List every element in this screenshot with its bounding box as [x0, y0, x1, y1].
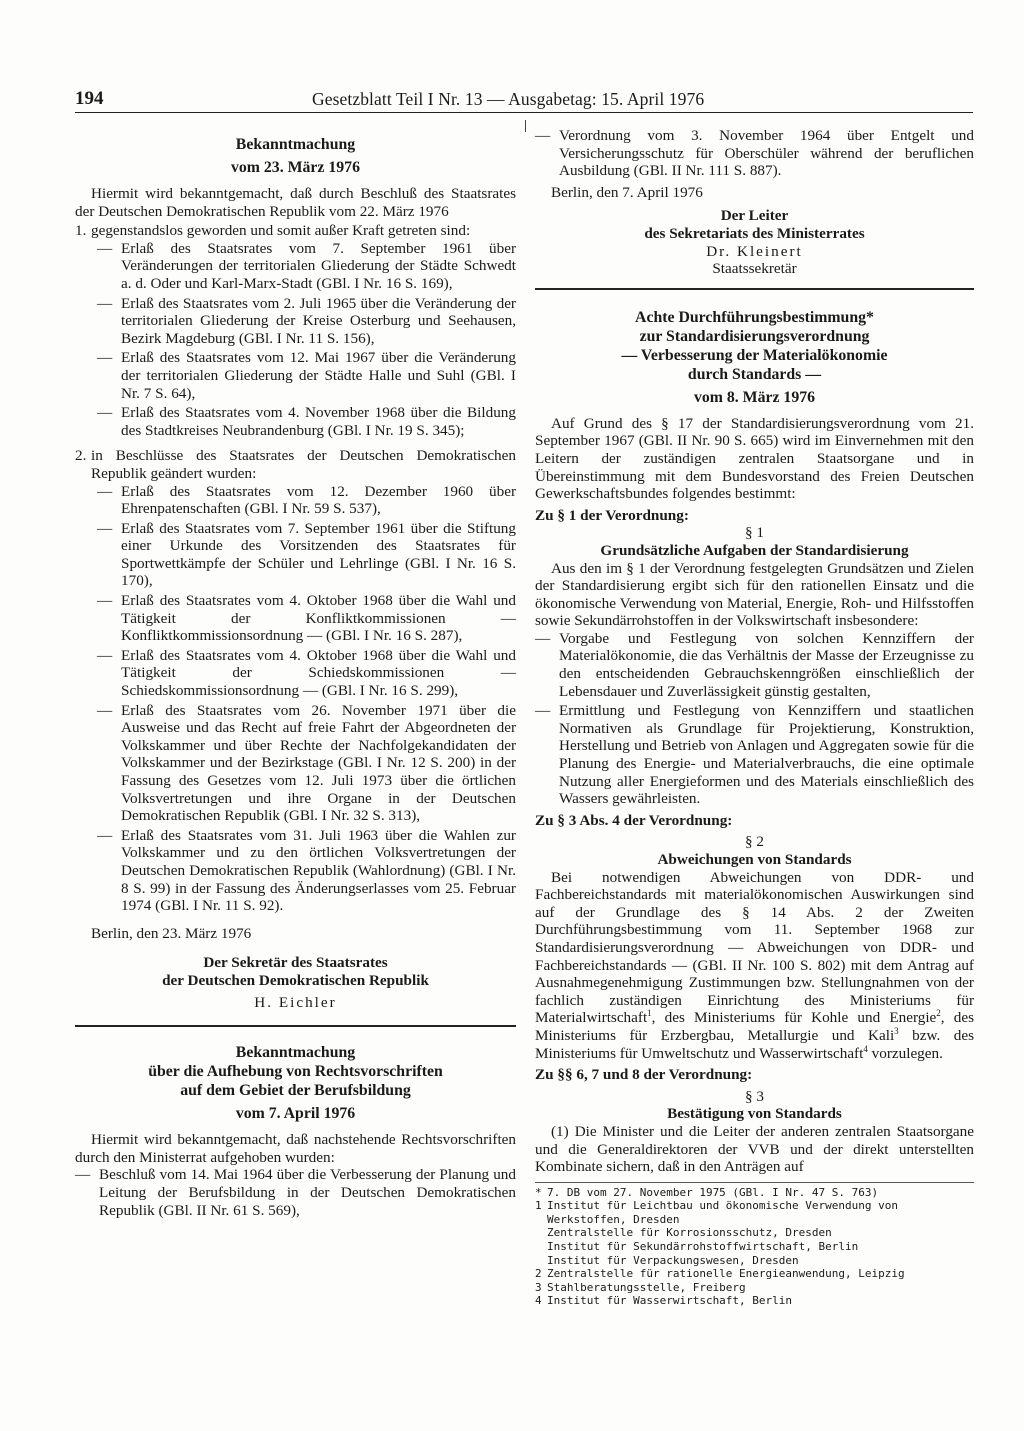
footnote	[535, 1226, 974, 1240]
list-item: — Erlaß des Staatsrates vom 12. Mai 1967 über die Veränderung der territorialen Gliederung der Städte Halle und Suhl (GBl. I Nr. 7 S. 64),	[91, 349, 516, 402]
signer-name: H. Eichler	[254, 993, 337, 1011]
regulation-date: vom 8. März 1976	[693, 388, 816, 406]
list-item: — Vorgabe und Festlegung von solchen Kennziffern der Materialökonomie, die das Verhältnis der Masse der Erzeugnisse zu den entscheidenden Gebrauchskenngrößen einschließlich der Lebensdauer und Zuverlässigkeit günstig gestalten,	[535, 630, 974, 700]
footnote	[535, 1267, 974, 1281]
footnotes	[535, 1182, 974, 1308]
running-title: Gesetzblatt Teil I Nr. 13 — Ausgabetag: 15. April 1976	[312, 89, 705, 109]
list-item: — Erlaß des Staatsrates vom 7. September 1961 über die Stiftung einer Urkunde des Vorsitzenden des Staatsrates für Sportwettkämpfe der Schüler und Lehrlinge (GBl. I Nr. 16 S. 170),	[91, 520, 516, 590]
left-column	[75, 127, 516, 1221]
footnote-ref-3: 3	[894, 1025, 899, 1036]
list-item: — Erlaß des Staatsrates vom 4. Oktober 1968 über die Wahl und Tätigkeit der Konfliktkommissionen — Konfliktkommissionsordnung — (GBl. I Nr. 16 S. 287),	[91, 592, 516, 645]
notice1-title: Bekanntmachung	[235, 136, 356, 153]
footnote-text: 7. DB vom 27. November 1975 (GBl. I Nr. 47 S. 763)	[547, 1185, 879, 1199]
notice1-intro: Hiermit wird bekanntgemacht, daß durch Beschluß des Staatsrates der Deutschen Demokratischen Republik vom 22. März 1976	[75, 185, 516, 220]
section-1	[75, 222, 516, 439]
list-item: — Erlaß des Staatsrates vom 4. Oktober 1968 über die Wahl und Tätigkeit der Schiedskommissionen — Schiedskommissionsordnung — (GBl. I Nr. 16 S. 299),	[91, 647, 516, 700]
list-item: — Erlaß des Staatsrates vom 26. November 1971 über die Ausweise und das Recht auf freie Fahrt der Abgeordneten der Volkskammer und über Rechte der Nachfolgekandidaten der Volkskammer und der Bezirkstage (GBl. I Nr. 12 S. 200) in der Fassung des Gesetzes vom 12. Juli 1973 über die örtlichen Volksvertretungen und ihre Organe in der Deutschen Demokratischen Republik (GBl. I Nr. 32 S. 313),	[91, 702, 516, 825]
section-divider	[535, 288, 974, 290]
list-item: — Erlaß des Staatsrates vom 7. September 1961 über Veränderungen der territorialen Gliederung der Städte Schwedt a. d. Oder und Karl-Marx-Stadt (GBl. I Nr. 16 S. 169),	[91, 240, 516, 293]
footnote	[535, 1294, 974, 1308]
notice2-place-date: Berlin, den 7. April 1976	[551, 183, 703, 201]
header-rule	[75, 112, 973, 113]
footnote	[535, 1240, 974, 1254]
notice1-sections	[75, 222, 516, 915]
regulation-intro: Auf Grund des § 17 der Standardisierungsverordnung vom 21. September 1967 (GBl. II Nr. 90 S. 665) wird im Einvernehmen mit den Leitern der zuständigen zentralen Staatsorgane und in Übereinstimmung mit dem Bundesvorstand des Freien Deutschen Gewerkschaftsbundes folgendes bestimmt:	[535, 414, 974, 503]
notice2-title-line: auf dem Gebiet der Berufsbildung	[180, 1082, 411, 1100]
section-2	[75, 447, 516, 914]
paragraph-2-heading: Abweichungen von Standards	[657, 851, 852, 868]
footnote-text: Institut für Verpackungswesen, Dresden	[547, 1253, 799, 1267]
paragraph-2-number: § 2	[745, 833, 764, 851]
signer-line: Der Sekretär des Staatsrates	[203, 954, 388, 972]
signer-line: des Sekretariats des Ministerrates	[644, 224, 865, 242]
notice2-list-right	[535, 127, 974, 180]
footnote	[535, 1199, 974, 1226]
footnote	[535, 1254, 974, 1268]
footnote-mark: 4	[535, 1294, 542, 1308]
footnote-mark: 3	[535, 1280, 542, 1294]
footnote-ref-2: 2	[936, 1008, 941, 1019]
signer-name: Dr. Kleinert	[706, 242, 803, 260]
regulation-title-line: — Verbesserung der Materialökonomie	[621, 346, 888, 364]
paragraph-2-text-part: , des Ministeriums für Erzbergbau, Metallurgie und Kali	[535, 1009, 974, 1044]
list-item: — Erlaß des Staatsrates vom 31. Juli 1963 über die Wahlen zur Volkskammer und zu den örtlichen Volksvertretungen der Deutschen Demokratischen Republik (Wahlordnung) (GBl. I Nr. 8 S. 99) in der Fassung des Änderungserlasses vom 25. Februar 1974 (GBl. I Nr. 11 S. 92).	[91, 827, 516, 915]
paragraph-3-text: (1) Die Minister und die Leiter der anderen zentralen Staatsorgane und die Generaldirektoren der VVB und der direkt unterstellten Kombinate sichern, daß in den Anträgen auf	[535, 1122, 974, 1176]
footnote-text: Zentralstelle für rationelle Energieanwendung, Leipzig	[547, 1267, 905, 1281]
footnote-mark: 1	[535, 1199, 542, 1213]
footnote-ref-1: 1	[647, 1008, 652, 1019]
regulation-title-line: durch Standards —	[687, 365, 822, 383]
footnote-text: Zentralstelle für Korrosionsschutz, Dresden	[547, 1226, 832, 1240]
list-item: — Verordnung vom 3. November 1964 über Entgelt und Versicherungsschutz für Oberschüler während der beruflichen Ausbildung (GBl. II Nr. 111 S. 887).	[535, 127, 974, 180]
footnote-mark: 2	[535, 1267, 542, 1281]
signer-line: der Deutschen Demokratischen Republik	[162, 971, 429, 989]
paragraph-1-list	[535, 630, 974, 808]
paragraph-2-text-part: , des Ministeriums für Kohle und Energie	[651, 1009, 937, 1027]
section-1-label: 1.	[75, 222, 87, 240]
section-1-list	[91, 240, 516, 440]
section-1-text: gegenstandslos geworden und somit außer Kraft getreten sind:	[91, 222, 471, 240]
footnote-text: Stahlberatungsstelle, Freiberg	[547, 1280, 746, 1294]
notice2-signature	[535, 207, 974, 277]
notice2-intro: Hiermit wird bekanntgemacht, daß nachstehende Rechtsvorschriften durch den Ministerrat aufgehoben wurden:	[75, 1131, 516, 1166]
notice1-date: vom 23. März 1976	[231, 159, 360, 176]
paragraph-1-heading: Grundsätzliche Aufgaben der Standardisierung	[600, 541, 909, 559]
list-item: — Erlaß des Staatsrates vom 12. Dezember 1960 über Ehrenpatenschaften (GBl. I Nr. 59 S. 537),	[91, 483, 516, 518]
footnote-text: Institut für Wasserwirtschaft, Berlin	[547, 1294, 793, 1308]
paragraph-1-text: Aus den im § 1 der Verordnung festgelegten Grundsätzen und Zielen der Standardisierung ergibt sich für den rationellen Einsatz und die ökonomische Verwendung von Material, Energie, Roh- und Hilfsstoffen sowie Sekundärrohstoffen in der Volkswirtschaft insbesondere:	[535, 559, 974, 630]
notice2-list-left	[75, 1166, 516, 1219]
regulation-title-line: Achte Durchführungsbestimmung*	[635, 308, 874, 326]
footnote-mark: *	[535, 1185, 542, 1199]
column-divider	[525, 120, 526, 132]
footnote	[535, 1281, 974, 1295]
paragraph-2-text-part: bzw. des Ministeriums für Umweltschutz und Wasserwirtschaft	[535, 1026, 975, 1062]
signer-line: Der Leiter	[720, 207, 789, 225]
list-item: — Erlaß des Staatsrates vom 4. November 1968 über die Bildung des Stadtkreises Neubrandenburg (GBl. I Nr. 19 S. 345);	[91, 404, 516, 439]
footnote-text: Institut für Leichtbau und ökonomische Verwendung von Werkstoffen, Dresden	[547, 1199, 898, 1226]
section-2-list	[91, 483, 516, 915]
list-item: — Ermittlung und Festlegung von Kennziffern und staatlichen Normativen als Grundlage für Projektierung, Konstruktion, Herstellung und Betrieb von Anlagen und Aggregaten sowie für die Planung des Energie- und Materialverbrauchs, die eine optimale Nutzung aller Energieformen und des Materials einschließlich des Wassers gewährleisten.	[535, 702, 974, 808]
footnote-ref-4: 4	[863, 1043, 868, 1054]
regulation-zu-1: Zu § 1 der Verordnung:	[535, 506, 689, 524]
footnote	[535, 1186, 974, 1200]
regulation-title-line: zur Standardisierungsverordnung	[639, 327, 870, 345]
notice2-date: vom 7. April 1976	[235, 1105, 356, 1123]
page-header	[75, 88, 975, 112]
notice1-signature	[75, 954, 516, 1011]
section-2-label: 2.	[75, 447, 87, 465]
footnote-text: Institut für Sekundärrohstoffwirtschaft, Berlin	[547, 1240, 859, 1254]
list-item: — Beschluß vom 14. Mai 1964 über die Verbesserung der Planung und Leitung der Berufsbildung in der Deutschen Demokratischen Republik (GBl. II Nr. 61 S. 569),	[75, 1166, 516, 1219]
notice2-title-line: über die Aufhebung von Rechtsvorschriften	[148, 1063, 443, 1081]
page-number: 194	[75, 88, 104, 109]
paragraph-3-heading: Bestätigung von Standards	[667, 1105, 842, 1123]
paragraph-2-text-part: Bei notwendigen Abweichungen von DDR- und Fachbereichstandards mit materialökonomischen Auswirkungen sind auf der Grundlage des § 14 Abs. 2 der Zweiten Durchführungsbestimmung vom 11. September 1968 zur Standardisierungsverordnung — Abweichungen von DDR- und Fachbereichstandards — (GBl. II Nr. 100 S. 802) mit dem Antrag auf Ausnahmegenehmigung Zustimmungen bzw. Stellungnahmen von der fachlich zuständigen Einrichtung des Ministeriums für Materialwirtschaft	[535, 868, 974, 1027]
regulation-zu-3: Zu § 3 Abs. 4 der Verordnung:	[535, 811, 733, 829]
list-item: — Erlaß des Staatsrates vom 2. Juli 1965 über die Veränderung der territorialen Gliederung der Kreise Osterburg und Seehausen, Bezirk Magdeburg (GBl. I Nr. 11 S. 156),	[91, 295, 516, 348]
regulation-zu-678: Zu §§ 6, 7 und 8 der Verordnung:	[535, 1066, 753, 1084]
notice2-title-line: Bekanntmachung	[235, 1044, 356, 1062]
paragraph-2-text-part: vorzulegen.	[867, 1044, 943, 1062]
paragraph-3-number: § 3	[745, 1087, 764, 1105]
signer-title: Staatssekretär	[712, 260, 797, 278]
section-divider	[75, 1025, 516, 1027]
notice1-place-date: Berlin, den 23. März 1976	[91, 924, 252, 942]
section-2-text: in Beschlüsse des Staatsrates der Deutschen Demokratischen Republik geändert wurden:	[91, 447, 516, 482]
right-column	[535, 127, 974, 1308]
paragraph-2-text	[535, 869, 974, 1063]
paragraph-1-number: § 1	[745, 524, 764, 542]
